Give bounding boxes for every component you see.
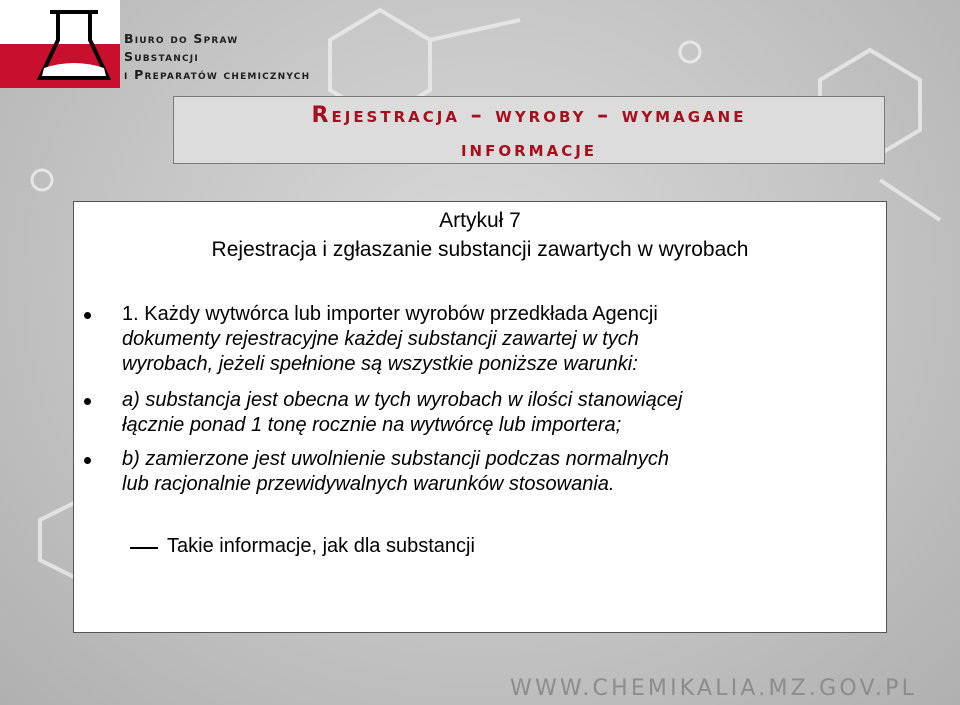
- text-line: lub racjonalnie przewidywalnych warunków stosowania.: [122, 473, 615, 495]
- slide-title-line: informacje: [460, 137, 598, 162]
- text-line: a) substancja jest obecna w tych wyrobach w ilości stanowiącej: [122, 389, 683, 411]
- content-panel: [73, 201, 887, 633]
- list-item-text: [122, 388, 862, 438]
- slide-title: [173, 96, 885, 164]
- slide-title-line: Rejestracja – wyroby – wymagane: [311, 103, 747, 128]
- flask-logo: [0, 0, 120, 88]
- bullet-icon: [84, 398, 91, 405]
- list-item-text: [122, 447, 862, 497]
- org-line: i Preparatów chemicznych: [124, 67, 311, 82]
- bullet-icon: [84, 312, 91, 319]
- text-line: b) zamierzone jest uwolnienie substancji podczas normalnych: [122, 448, 669, 470]
- org-line: Biuro do Spraw: [124, 31, 239, 46]
- text-line: wyrobach, jeżeli spełnione są wszystkie poniższe warunki:: [122, 353, 638, 375]
- footer-url: WWW.CHEMIKALIA.MZ.GOV.PL: [510, 676, 918, 701]
- text-line: 1. Każdy wytwórca lub importer wyrobów przedkłada Agencji: [122, 303, 658, 325]
- article-number: Artykuł 7: [439, 209, 521, 232]
- org-line: Substancji: [124, 49, 199, 64]
- list-item-text: [122, 302, 862, 377]
- dash-marker: [130, 547, 158, 549]
- organization-name: [124, 30, 310, 84]
- bullet-icon: [84, 457, 91, 464]
- text-line: dokumenty rejestracyjne każdej substancji zawartej w tych: [122, 328, 639, 350]
- sub-item-text: Takie informacje, jak dla substancji: [167, 535, 475, 557]
- text-line: łącznie ponad 1 tonę rocznie na wytwórcę lub importera;: [122, 414, 622, 436]
- article-title: Rejestracja i zgłaszanie substancji zawartych w wyrobach: [211, 238, 749, 261]
